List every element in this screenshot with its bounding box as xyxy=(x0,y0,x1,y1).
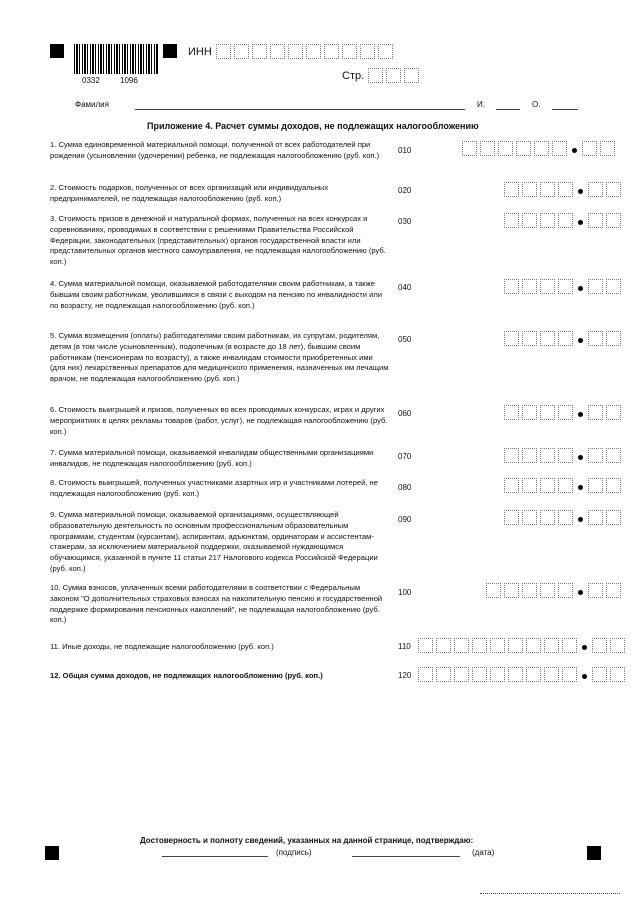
barcode xyxy=(74,44,158,74)
row-text: 3. Стоимость призов в денежной и натуральной формах, полученных на всех конкурсах и соревнованиях, проводимых в соответствии с решениями Правительства Российской Федерации, законодательных (представительных) органов государственной власти или представительных органов местного самоуправления, не подлежащая налогообложению (руб. коп.) xyxy=(50,214,386,267)
row-text: 11. Иные доходы, не подлежащие налогообложению (руб. коп.) xyxy=(50,642,274,651)
amount-field-110[interactable] xyxy=(418,638,625,653)
row-text: 12. Общая сумма доходов, не подлежащих налогообложению (руб. коп.) xyxy=(50,671,323,680)
row-code: 080 xyxy=(398,483,412,492)
date-field[interactable] xyxy=(352,856,460,857)
row-text: 5. Сумма возмещения (оплаты) работодателями своим работникам, их супругам, родителям, детям (в том числе усыновленным), подопечным (в возрасте до 18 лет), бывшим своим работникам (пенсионерам по возрасту), а также инвалидам стоимости приобретенных ими (для них) лекарственных препаратов для медицинского применения, назначенных им лечащим врачом, не подлежащая налогообложению (руб. коп.) xyxy=(50,331,389,384)
amount-field-080[interactable] xyxy=(504,478,621,493)
row-code: 010 xyxy=(398,146,412,155)
row-text: 9. Сумма материальной помощи, оказываемой организациями, осуществляющей образовательную деятельность по основным профессиональным образовательным программам, студентам (курсантам), аспирантам, адъюнктам, ординаторам и ассистентам-стажерам, за исключением материальной поддержки, оказываемой нуждающимся обучающимся, указанной в пункте 11 статьи 217 Налогового кодекса Российской Федерации (руб. коп.) xyxy=(50,510,378,573)
first-name-initial-field[interactable] xyxy=(496,109,520,110)
row-code: 050 xyxy=(398,335,412,344)
row-text: 2. Стоимость подарков, полученных от всех организаций или индивидуальных предпринимателей, не подлежащая налогообложению (руб. коп.) xyxy=(50,183,329,203)
amount-field-100[interactable] xyxy=(486,583,621,598)
patronymic-initial-label: О. xyxy=(532,100,541,109)
patronymic-initial-field[interactable] xyxy=(552,109,578,110)
amount-field-020[interactable] xyxy=(504,182,621,197)
registration-mark-top-middle xyxy=(163,44,177,58)
amount-field-120[interactable] xyxy=(418,667,625,682)
barcode-number-right: 1096 xyxy=(120,76,138,85)
appendix-title: Приложение 4. Расчет суммы доходов, не подлежащих налогообложению xyxy=(147,121,479,131)
amount-field-040[interactable] xyxy=(504,279,621,294)
row-code: 060 xyxy=(398,409,412,418)
date-label: (дата) xyxy=(472,848,495,857)
row-code: 100 xyxy=(398,588,412,597)
amount-field-030[interactable] xyxy=(504,213,621,228)
row-text: 4. Сумма материальной помощи, оказываемой работодателями своим работникам, а также бывшим своим работникам, уволившимся в связи с выходом на пенсию по инвалидности или по возрасту, не подлежащая налогообложению (руб. коп.) xyxy=(50,279,383,310)
row-code: 120 xyxy=(398,671,412,680)
signature-field[interactable] xyxy=(162,856,268,857)
amount-field-070[interactable] xyxy=(504,448,621,463)
amount-field-050[interactable] xyxy=(504,331,621,346)
amount-field-010[interactable] xyxy=(462,141,615,156)
signature-label: (подпись) xyxy=(276,848,312,857)
surname-field[interactable] xyxy=(135,109,465,110)
registration-mark-bottom-right xyxy=(587,846,601,860)
row-text: 7. Сумма материальной помощи, оказываемой инвалидам общественными организациями инвалидов, не подлежащая налогообложению (руб. коп.) xyxy=(50,448,374,468)
inn-label: ИНН xyxy=(188,46,212,58)
first-name-initial-label: И. xyxy=(477,100,485,109)
page-label: Стр. xyxy=(342,70,365,82)
amount-field-090[interactable] xyxy=(504,510,621,525)
row-code: 090 xyxy=(398,515,412,524)
row-code: 110 xyxy=(398,642,411,651)
row-text: 1. Сумма единовременной материальной помощи, полученной от всех работодателей при рождении (усыновлении (удочерении) ребенка, не подлежащая налогообложению (руб. коп.) xyxy=(50,140,380,160)
registration-mark-bottom-left xyxy=(45,846,59,860)
page-number-field[interactable] xyxy=(368,68,419,83)
bottom-divider xyxy=(480,893,620,894)
barcode-number-left: 0332 xyxy=(82,76,100,85)
registration-mark-top-left xyxy=(50,44,64,58)
row-text: 8. Стоимость выигрышей, полученных участниками азартных игр и участниками лотерей, не подлежащая налогообложению (руб. коп.) xyxy=(50,478,378,498)
row-code: 070 xyxy=(398,452,412,461)
confirmation-text: Достоверность и полноту сведений, указанных на данной странице, подтверждаю: xyxy=(140,836,474,845)
row-text: 6. Стоимость выигрышей и призов, полученных во всех проводимых конкурсах, играх и других мероприятиях в целях рекламы товаров (работ, услуг), не подлежащая налогообложению (руб. коп.) xyxy=(50,405,388,436)
surname-label: Фамилия xyxy=(75,100,109,109)
row-code: 020 xyxy=(398,186,412,195)
amount-field-060[interactable] xyxy=(504,405,621,420)
row-code: 030 xyxy=(398,217,412,226)
row-text: 10. Сумма взносов, уплаченных всеми работодателями в соответствии с Федеральным законом "О дополнительных страховых взносах на накопительную пенсию и государственной поддержке формирования пенсионных накоплений", не подлежащая налогообложению (руб. коп.) xyxy=(50,583,383,625)
inn-field[interactable] xyxy=(216,44,393,59)
row-code: 040 xyxy=(398,283,412,292)
